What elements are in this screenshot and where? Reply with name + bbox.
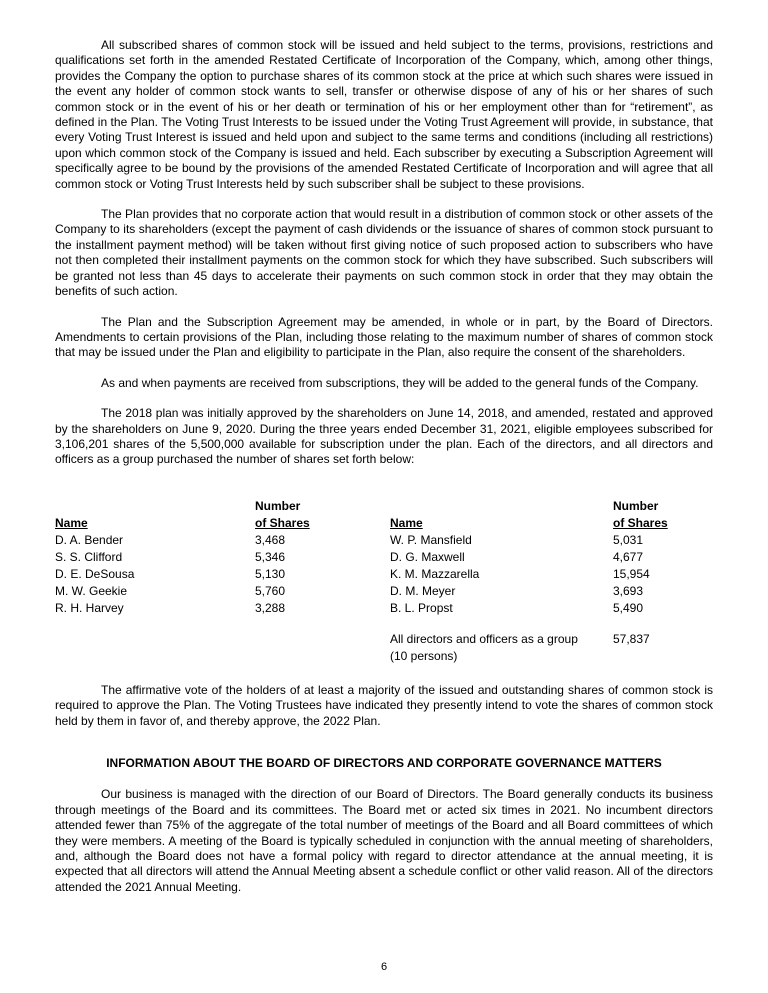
share-count: 5,490 bbox=[613, 600, 644, 615]
column-gap bbox=[355, 498, 390, 532]
paragraph-corporate-action-notice: The Plan provides that no corporate action that would result in a distribution of common stock or other assets of the Company to its shareholders (except the payment of cash dividends or the issuance of shares of common stock pursuant to the installment payment method) will be taken without first giving notice of such proposed action to subscribers who have not then completed their installment payments on the common stock for which they have subscribed. Such subscribers will be granted not less than 45 days to accelerate their payments on such common stock in order that they may obtain the benefits of such action. bbox=[55, 207, 713, 299]
table-row bbox=[55, 566, 713, 583]
director-name: D. M. Meyer bbox=[390, 583, 456, 598]
share-count: 15,954 bbox=[613, 566, 650, 581]
table-row-group-total bbox=[55, 631, 713, 665]
director-shares-table bbox=[55, 498, 713, 665]
table-row bbox=[55, 532, 713, 549]
director-name: D. G. Maxwell bbox=[390, 549, 465, 564]
paragraph-plan-amendments: The Plan and the Subscription Agreement may be amended, in whole or in part, by the Board of Directors. Amendments to certain provisions of the Plan, including those relating to the maximum number of shares of common stock that may be issued under the Plan and eligibility to participate in the Plan, also require the consent of the shareholders. bbox=[55, 314, 713, 360]
group-total-shares: 57,837 bbox=[613, 631, 650, 646]
director-name: B. L. Propst bbox=[390, 600, 453, 615]
share-count: 4,677 bbox=[613, 549, 644, 564]
table-spacer-row bbox=[55, 617, 713, 631]
share-count: 3,693 bbox=[613, 583, 644, 598]
paragraph-affirmative-vote: The affirmative vote of the holders of at least a majority of the issued and outstanding shares of common stock is required to approve the Plan. The Voting Trustees have indicated they presently intend to vote the shares of common stock held by them in favor of, and thereby approve, the 2022 Plan. bbox=[55, 682, 713, 728]
director-name: S. S. Clifford bbox=[55, 549, 123, 564]
share-count: 5,346 bbox=[255, 549, 286, 564]
director-name: D. A. Bender bbox=[55, 532, 124, 547]
page-number: 6 bbox=[380, 960, 388, 973]
share-count: 3,468 bbox=[255, 532, 286, 547]
director-name: R. H. Harvey bbox=[55, 600, 124, 615]
col-header-shares-left: Number of Shares bbox=[255, 498, 310, 530]
col-header-shares-right: Number of Shares bbox=[613, 498, 668, 530]
share-count: 5,760 bbox=[255, 583, 286, 598]
director-name: D. E. DeSousa bbox=[55, 566, 135, 581]
table-row bbox=[55, 549, 713, 566]
table-row bbox=[55, 583, 713, 600]
paragraph-board-overview: Our business is managed with the direction of our Board of Directors. The Board generally conducts its business through meetings of the Board and its committees. The Board met or acted six times in 2021. No incumbent directors attended fewer than 75% of the aggregate of the total number of meetings of the Board and all Board committees of which they were members. A meeting of the Board is typically scheduled in conjunction with the annual meeting of shareholders, and, although the Board does not have a formal policy with regard to director attendance at the annual meeting, it is expected that all directors will attend the Annual Meeting absent a schedule conflict or other valid reason. All of the directors attended the 2021 Annual Meeting. bbox=[55, 787, 713, 894]
section-heading-board-governance: INFORMATION ABOUT THE BOARD OF DIRECTORS AND CORPORATE GOVERNANCE MATTERS bbox=[106, 755, 662, 770]
table-header-row bbox=[55, 498, 713, 532]
director-name: W. P. Mansfield bbox=[390, 532, 472, 547]
share-count: 5,130 bbox=[255, 566, 286, 581]
col-header-name-left: Name bbox=[55, 515, 88, 530]
director-name: K. M. Mazzarella bbox=[390, 566, 480, 581]
share-count: 3,288 bbox=[255, 600, 286, 615]
table-row bbox=[55, 600, 713, 617]
paragraph-plan-approval-history: The 2018 plan was initially approved by the shareholders on June 14, 2018, and amended, restated and approved by the shareholders on June 9, 2020. During the three years ended December 31, 2021, eligible employees subscribed for 3,106,201 shares of the 5,500,000 available for subscription under the plan. Each of the directors, and all directors and officers as a group purchased the number of shares set forth below: bbox=[55, 406, 713, 467]
paragraph-subscription-terms: All subscribed shares of common stock will be issued and held subject to the terms, provisions, restrictions and qualifications set forth in the amended Restated Certificate of Incorporation of the Company, which, among other things, provides the Company the option to purchase shares of its common stock at the price at which such shares were issued in the event any holder of common stock wants to sell, transfer or otherwise dispose of any of his or her shares of such common stock or in the event of his or her death or termination of his or her employment other than for “retirement”, as defined in the Plan. The Voting Trust Interests to be issued under the Voting Trust Agreement will provide, in substance, that every Voting Trust Interest is issued and held upon and subject to the same terms and conditions (including all restrictions) upon which common stock of the Company is issued and held. Each subscriber by executing a Subscription Agreement will specifically agree to be bound by the provisions of the amended Restated Certificate of Incorporation and will agree that all common stock or Voting Trust Interests held by such subscriber shall be subject to these provisions. bbox=[55, 38, 713, 191]
col-header-name-right: Name bbox=[390, 515, 423, 530]
director-name: M. W. Geekie bbox=[55, 583, 128, 598]
share-count: 5,031 bbox=[613, 532, 644, 547]
group-total-label: All directors and officers as a group (10 persons) bbox=[390, 631, 578, 663]
paragraph-subscription-payments: As and when payments are received from subscriptions, they will be added to the general funds of the Company. bbox=[101, 375, 699, 390]
